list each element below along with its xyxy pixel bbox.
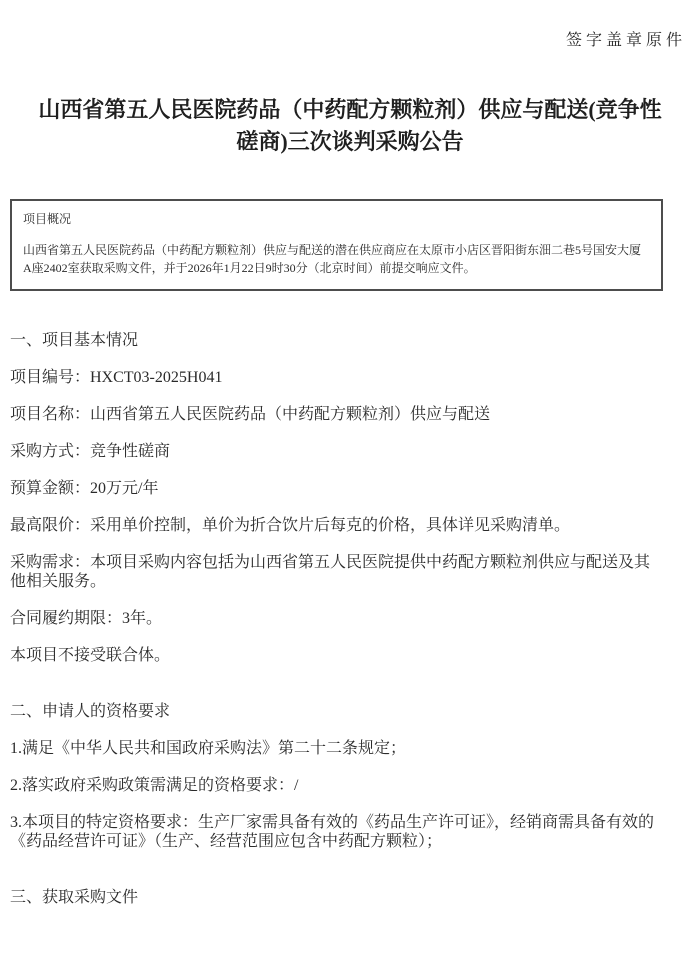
paragraph-qualification-1: 1.满足《中华人民共和国政府采购法》第二十二条规定； xyxy=(10,740,407,757)
section-basic-info xyxy=(10,331,660,665)
paragraph-procurement-demand: 采购需求：本项目采购内容包括为山西省第五人民医院提供中药配方颗粒剂供应与配送及其他相关服务。 xyxy=(10,554,651,590)
project-overview-box xyxy=(10,199,663,291)
section-basic-info-heading: 一、项目基本情况 xyxy=(10,332,139,349)
corner-note: 签字盖章原件 xyxy=(565,32,686,49)
project-overview-heading: 项目概况 xyxy=(23,212,72,226)
paragraph-budget-amount: 预算金额：20万元/年 xyxy=(10,480,159,497)
section-obtain-documents xyxy=(10,888,660,907)
paragraph-project-number: 项目编号：HXCT03-2025H041 xyxy=(10,369,223,386)
paragraph-procurement-method: 采购方式：竞争性磋商 xyxy=(10,443,171,460)
page-title-line-2: 磋商)三次谈判采购公告 xyxy=(236,129,464,154)
paragraph-max-price: 最高限价：采用单价控制，单价为折合饮片后每克的价格，具体详见采购清单。 xyxy=(10,517,571,534)
project-overview-body: 山西省第五人民医院药品（中药配方颗粒剂）供应与配送的潜在供应商应在太原市小店区晋阳街东沺二巷5号国安大厦A座2402室获取采购文件，并于2026年1月22日9时30分（北京时间）前提交响应文件。 xyxy=(23,243,642,275)
page-title xyxy=(12,94,688,158)
paragraph-contract-term: 合同履约期限：3年。 xyxy=(10,610,163,627)
paragraph-qualification-3: 3.本项目的特定资格要求：生产厂家需具备有效的《药品生产许可证》，经销商需具备有效的《药品经营许可证》（生产、经营范围应包含中药配方颗粒）； xyxy=(10,814,655,850)
section-qualification-requirements xyxy=(10,702,660,851)
page-title-line-1: 山西省第五人民医院药品（中药配方颗粒剂）供应与配送(竞争性 xyxy=(38,97,662,122)
document-body xyxy=(0,331,700,907)
paragraph-no-consortium: 本项目不接受联合体。 xyxy=(10,647,171,664)
paragraph-qualification-2: 2.落实政府采购政策需满足的资格要求：/ xyxy=(10,777,299,794)
section-obtain-documents-heading: 三、获取采购文件 xyxy=(10,889,139,906)
section-qualification-heading: 二、申请人的资格要求 xyxy=(10,703,171,720)
paragraph-project-name: 项目名称：山西省第五人民医院药品（中药配方颗粒剂）供应与配送 xyxy=(10,406,491,423)
